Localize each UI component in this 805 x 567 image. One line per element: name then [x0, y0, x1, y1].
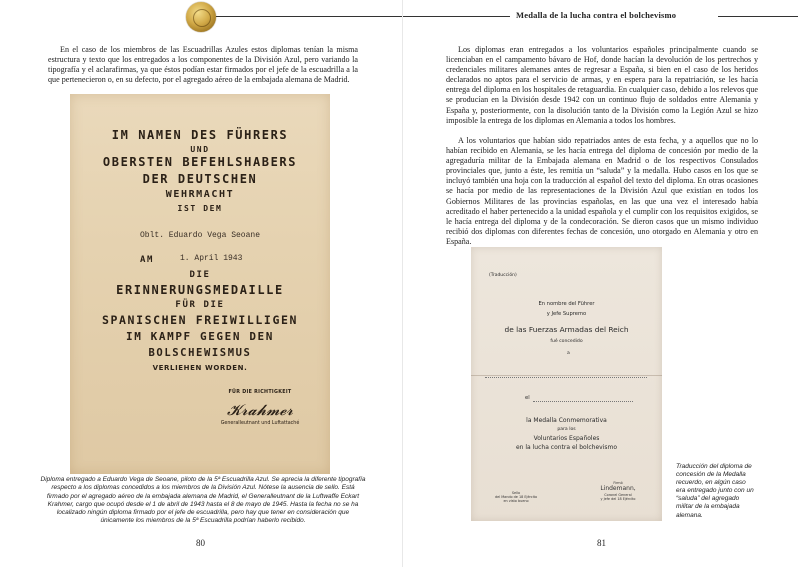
handwritten-signature: 𝓚𝓻𝓪𝓱𝓶𝓮𝓻 [226, 401, 294, 419]
diploma-line: IM KAMPF GEGEN DEN [125, 330, 274, 343]
page-number-left: 80 [196, 538, 205, 548]
diploma-line: IM NAMEN DES FÜHRERS [111, 128, 289, 142]
translation-foot-text: Coronel General [604, 493, 632, 498]
diploma-recipient: Oblt. Eduardo Vega Seoane [139, 231, 261, 240]
header-rule-left [216, 16, 402, 17]
translation-line: para los [557, 427, 576, 432]
signature-label: FÜR DIE RICHTIGKEIT [228, 390, 292, 395]
translation-signatory: Lindemann, [600, 485, 636, 493]
right-paragraph-1: Los diplomas eran entregados a los voluntarios españoles principalmente cuando se licenciaban en el campamento bávaro de Hof, donde hacían la devolución de los pertrechos y credenciales militares alemanes antes de regresar a España, si bien en el caso de los heridos declarados no aptos para el servicio de armas, y en espera para la repatriación, se les hacía entrega del diploma en los hospitales de retaguardia. En cualquier caso, debido a los relevos que se producían en la División desde 1942 con un continuo flujo de soldados entre Alemania y España y, posteriormente, con la disolución tanto de la División como la Legión Azul se hizo imposible la entrega de los diplomas en Alemania a todos los hombres. [446, 45, 758, 125]
translation-heading: (Traducción) [489, 273, 517, 278]
signature-title: Generalleutnant und Luftattaché [220, 421, 300, 426]
page-number-right: 81 [597, 538, 606, 548]
date-dotted-line [533, 401, 633, 402]
translation-line: en la lucha contra el bolchevismo [515, 444, 618, 451]
diploma-line: IST DEM [177, 204, 223, 213]
translation-line: Voluntarios Españoles [533, 435, 600, 442]
translation-signature-note [583, 481, 653, 502]
right-figure-caption: Traducción del diploma de concesión de la Medalla recuerdo, en algún caso era entregado junto con un “saluda” del agregado militar de la embajada alemana. [676, 463, 754, 519]
diploma-line: FÜR DIE [175, 300, 225, 310]
translation-foot-text: y Jefe del 18 Ejército [600, 497, 636, 502]
diploma-line: DER DEUTSCHEN [142, 172, 258, 186]
german-diploma-photo [70, 94, 330, 474]
translation-line: a [567, 351, 570, 356]
diploma-line: BOLSCHEWISMUS [148, 347, 252, 359]
translation-foot-text: del Mando de 18 Ejército [494, 495, 538, 500]
diploma-line: ERINNERUNGSMEDAILLE [116, 283, 284, 297]
translation-foot-text: Sello [511, 491, 521, 495]
diploma-line: VERLIEHEN WORDEN. [152, 364, 248, 372]
translation-line: de las Fuerzas Armadas del Reich [504, 325, 629, 334]
right-paragraph-2: A los voluntarios que habían sido repatriados antes de esta fecha, y a aquellos que no lo habían recibido en Alemania, se les hacía entrega del diploma de concesión por medio de la agregaduría militar de la Embajada alemana en Madrid o de los respectivos Consulados provinciales que, junto a éste, les remitía un “saluda” y la medalla. Hubo casos en los que se incluyó también una hoja con la traducción al español del texto del diploma. En otras ocasiones se hacía por medio de las representaciones de la División Azul que existían en todos los Gobiernos Militares de las provincias españolas, en las que una vez el interesado había acreditado el haber pertenecido a la unidad española y el cumplir con los requisitos exigidos, se le hacía entrega del diploma y de la condecoración. Se dieron casos que un mismo individuo recibió dos diplomas con diferentes fechas de concesión, uno otorgado en Alemania y otro en España. [446, 136, 758, 246]
translation-foot-text: Firmó [613, 481, 623, 485]
diploma-line: WEHRMACHT [165, 189, 235, 200]
diploma-line: OBERSTEN BEFEHLSHABERS [102, 155, 298, 169]
diploma-line: UND [190, 145, 210, 154]
left-intro-paragraph: En el caso de los miembros de las Escuadrillas Azules estos diplomas tenían la misma estructura y texto que los entregados a los componentes de la División Azul, pero variando la tipografía y el aclarafirmas, ya que éstos podían estar firmados por el jefe de la escuadrilla a la que pertenecieron o, en su defecto, por el agregado aéreo de la embajada alemana de Madrid. [48, 45, 358, 85]
translation-line: la Medalla Conmemorativa [526, 417, 607, 424]
header-rule-right-end [718, 16, 798, 17]
diploma-am: AM [140, 255, 155, 265]
translation-line: fué concedido [550, 339, 583, 344]
diploma-line: DIE [189, 270, 211, 280]
running-head: Medalla de la lucha contra el bolchevismo [516, 10, 677, 20]
left-figure-caption: Diploma entregado a Eduardo Vega de Seoane, piloto de la 5ª Escuadrilla Azul. Se aprecia la diferente tipografía respecto a los diplomas concedidos a los miembros de la División Azul. Nótese la ausencia de sello. Está firmado por el agregado aéreo de la embajada alemana de Madrid, el Generalleutnant de la Luftwaffe Eckart Krahmer, cargo que ocupó desde el 1 de abril de 1943 hasta el 8 de mayo de 1945. Hasta la fecha no se ha localizado ningún diploma firmado por el jefe de escuadrilla, pero hay que tener en consideración que únicamente los miembros de la 5ª Escuadrilla podrían haberlo recibido. [40, 476, 366, 525]
medal-emblem-icon [186, 2, 216, 32]
translation-line: el [525, 395, 530, 401]
diploma-signature-block [210, 390, 310, 426]
recipient-dotted-line [485, 377, 647, 378]
translation-foot-text: en visto bueno [503, 499, 529, 504]
paper-fold [471, 375, 662, 376]
header-rule-right [403, 16, 510, 17]
translation-line: y Jefe Supremo [546, 311, 587, 317]
translation-seal-note [485, 491, 547, 504]
diploma-line: SPANISCHEN FREIWILLIGEN [101, 313, 299, 327]
spanish-translation-photo [471, 247, 662, 521]
diploma-date: 1. April 1943 [180, 254, 243, 263]
translation-line: En nombre del Führer [538, 301, 595, 307]
book-spine [402, 0, 403, 567]
